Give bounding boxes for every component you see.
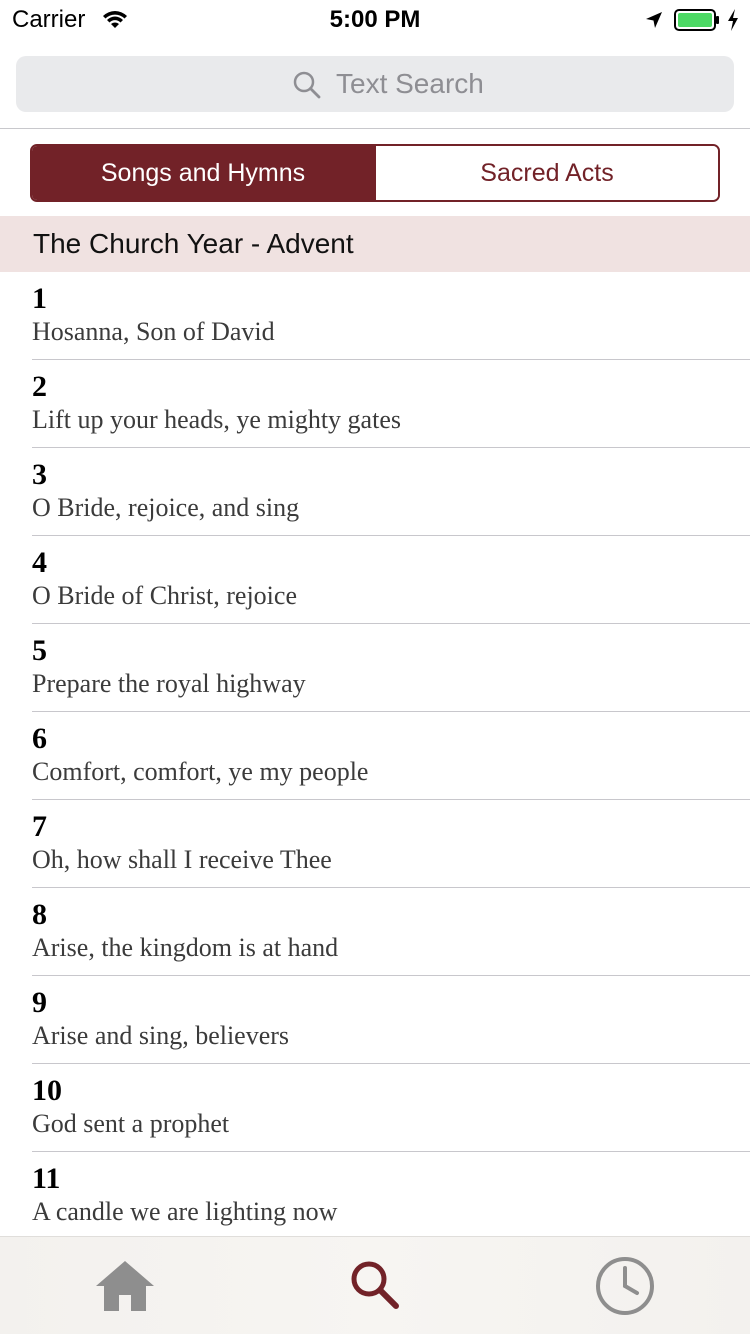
list-item[interactable]	[0, 1152, 750, 1236]
battery-icon	[674, 9, 720, 31]
hymn-title: Lift up your heads, ye mighty gates	[32, 405, 401, 434]
category-segmented-control	[30, 144, 720, 202]
list-item[interactable]	[0, 448, 750, 536]
carrier-label: Carrier	[12, 6, 86, 33]
clock-icon	[592, 1255, 658, 1317]
tab-home[interactable]	[92, 1255, 158, 1317]
hymn-title: Prepare the royal highway	[32, 669, 306, 698]
list-item[interactable]	[0, 976, 750, 1064]
tab-search[interactable]	[342, 1255, 408, 1317]
hymn-number: 4	[32, 546, 47, 579]
status-time: 5:00 PM	[329, 6, 421, 33]
hymn-number: 5	[32, 634, 47, 667]
hymn-title: Oh, how shall I receive Thee	[32, 845, 332, 874]
segment-sacred-acts[interactable]: Sacred Acts	[374, 146, 718, 200]
hymn-number: 2	[32, 370, 47, 403]
list-item[interactable]	[0, 536, 750, 624]
hymn-list[interactable]	[0, 272, 750, 1236]
list-item[interactable]	[0, 800, 750, 888]
hymn-number: 8	[32, 898, 47, 931]
search-bar	[0, 40, 750, 129]
hymn-number: 1	[32, 282, 47, 315]
home-icon	[92, 1255, 158, 1317]
list-item[interactable]	[0, 624, 750, 712]
hymn-number: 9	[32, 986, 47, 1019]
charging-bolt-icon	[726, 8, 740, 32]
list-item[interactable]	[0, 360, 750, 448]
list-item[interactable]	[0, 272, 750, 360]
hymn-title: Arise, the kingdom is at hand	[32, 933, 339, 962]
hymn-number: 6	[32, 722, 47, 755]
hymn-title: God sent a prophet	[32, 1109, 230, 1138]
segment-songs-and-hymns[interactable]: Songs and Hymns	[32, 146, 374, 200]
hymn-number: 7	[32, 810, 47, 843]
list-item[interactable]	[0, 712, 750, 800]
hymn-number: 3	[32, 458, 47, 491]
section-header	[0, 216, 750, 272]
status-bar	[0, 0, 750, 40]
hymn-title: O Bride, rejoice, and sing	[32, 493, 300, 522]
tab-history[interactable]	[592, 1255, 658, 1317]
hymn-title: Arise and sing, believers	[32, 1021, 290, 1050]
search-input[interactable]	[336, 66, 716, 102]
hymn-title: A candle we are lighting now	[32, 1197, 338, 1226]
list-item[interactable]	[0, 888, 750, 976]
hymn-number: 11	[32, 1162, 61, 1195]
location-arrow-icon	[644, 10, 664, 30]
tab-bar	[0, 1236, 750, 1334]
search-field-container[interactable]	[16, 56, 734, 112]
list-item[interactable]	[0, 1064, 750, 1152]
search-icon	[342, 1255, 408, 1317]
hymn-title: O Bride of Christ, rejoice	[32, 581, 297, 610]
hymn-title: Comfort, comfort, ye my people	[32, 757, 369, 786]
hymn-title: Hosanna, Son of David	[32, 317, 275, 346]
hymn-number: 10	[32, 1074, 62, 1107]
section-title: The Church Year - Advent	[33, 228, 354, 259]
magnifier-icon	[292, 70, 322, 100]
